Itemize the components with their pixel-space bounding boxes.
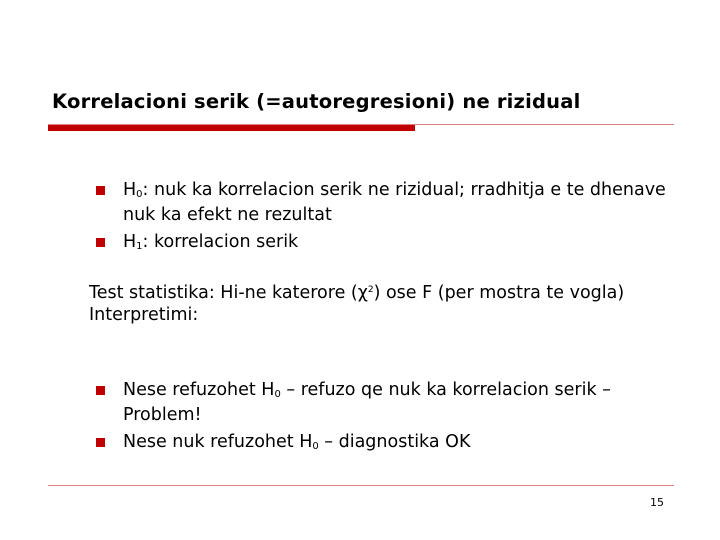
chi-symbol: χ	[357, 283, 368, 303]
title-divider	[48, 124, 674, 125]
bullet-square-icon	[96, 438, 105, 447]
bullet-square-icon	[96, 238, 105, 247]
outcome-not-reject-after: – diagnostika OK	[318, 432, 471, 452]
hypotheses-list	[96, 180, 686, 263]
hypothesis-null	[96, 180, 686, 226]
bullet-square-icon	[96, 386, 105, 395]
chi-power: 2	[367, 285, 374, 295]
outcome-reject-before: Nese refuzohet H	[123, 380, 275, 400]
interpretation-label: Interpretimi:	[89, 305, 199, 325]
outcome-not-reject	[96, 432, 686, 457]
test-statistic-line	[89, 279, 689, 304]
hypothesis-alternative-text: : korrelacion serik	[142, 232, 299, 252]
hypothesis-alternative-subscript: 1	[136, 241, 143, 252]
hypothesis-null-subscript: 0	[136, 189, 143, 200]
hypothesis-null-text: : nuk ka korrelacion serik ne rizidual; rradhitja e te dhenave nuk ka efekt ne rezultat	[123, 180, 666, 225]
outcome-reject-after: – refuzo qe nuk ka korrelacion serik – Problem!	[123, 380, 611, 425]
title-accent-bar	[48, 124, 415, 131]
test-statistic-paragraph	[89, 279, 689, 326]
footer-divider	[48, 485, 674, 486]
outcome-reject	[96, 380, 686, 426]
hypothesis-alternative-symbol: H	[123, 232, 137, 252]
slide-title: Korrelacioni serik (=autoregresioni) ne rizidual	[52, 90, 581, 113]
outcome-not-reject-before: Nese nuk refuzohet H	[123, 432, 313, 452]
outcome-not-reject-subscript: 0	[312, 441, 319, 452]
outcomes-list	[96, 380, 686, 463]
outcome-reject-subscript: 0	[274, 389, 281, 400]
hypothesis-alternative	[96, 232, 686, 257]
test-statistic-after: ) ose F (per mostra te vogla)	[373, 283, 625, 303]
bullet-square-icon	[96, 186, 105, 195]
page-number: 15	[650, 496, 664, 509]
test-statistic-before: Test statistika: Hi-ne katerore (	[89, 283, 358, 303]
hypothesis-null-symbol: H	[123, 180, 137, 200]
